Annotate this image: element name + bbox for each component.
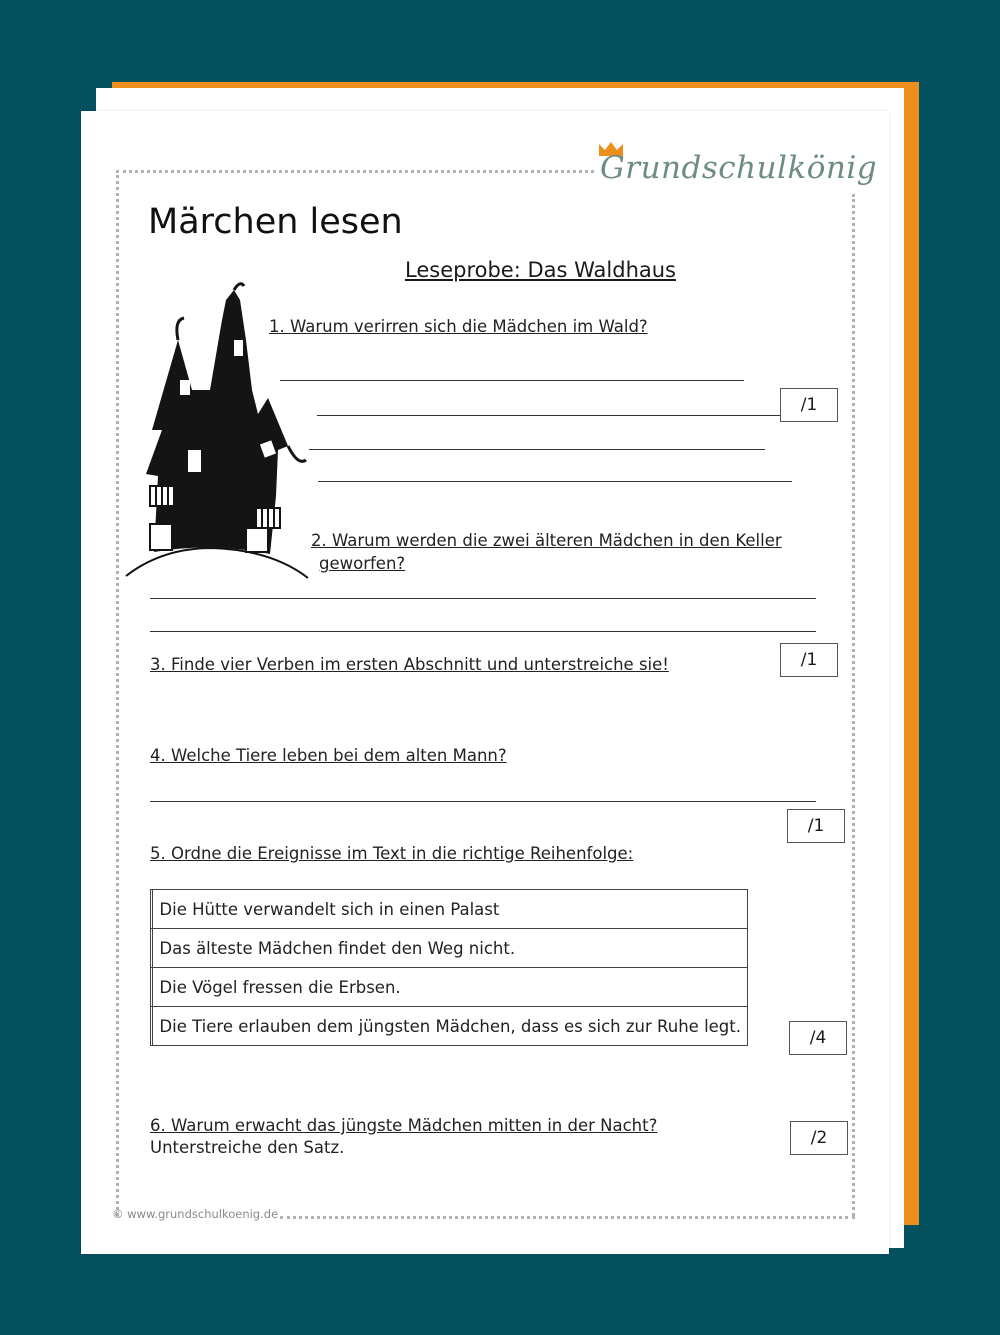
answer-line-1a[interactable] bbox=[280, 380, 744, 381]
dotted-border-top bbox=[116, 170, 594, 173]
answer-line-1c[interactable] bbox=[309, 449, 765, 450]
event-text: Die Hütte verwandelt sich in einen Palast bbox=[153, 890, 748, 929]
event-text: Die Tiere erlauben dem jüngsten Mädchen, dass es sich zur Ruhe legt. bbox=[153, 1007, 748, 1046]
table-row bbox=[151, 929, 748, 968]
dotted-border-bottom bbox=[280, 1216, 855, 1219]
score-box-5: /4 bbox=[789, 1021, 847, 1055]
question-5: 5. Ordne die Ereignisse im Text in die richtige Reihenfolge: bbox=[150, 844, 634, 863]
question-6-instruction: Unterstreiche den Satz. bbox=[150, 1138, 345, 1157]
question-6: 6. Warum erwacht das jüngste Mädchen mitten in der Nacht? bbox=[150, 1116, 658, 1135]
dotted-border-right bbox=[852, 194, 855, 1216]
table-row bbox=[151, 890, 748, 929]
score-box-6: /2 bbox=[790, 1121, 848, 1155]
dotted-border-left bbox=[116, 170, 119, 1216]
page-title: Märchen lesen bbox=[148, 202, 403, 242]
score-box-3: /1 bbox=[780, 643, 838, 677]
question-4: 4. Welche Tiere leben bei dem alten Mann? bbox=[150, 746, 507, 765]
footer-copyright: © www.grundschulkoenig.de bbox=[112, 1207, 279, 1221]
event-text: Das älteste Mädchen findet den Weg nicht. bbox=[153, 929, 748, 968]
question-3: 3. Finde vier Verben im ersten Abschnitt und unterstreiche sie! bbox=[150, 655, 669, 674]
question-1: 1. Warum verirren sich die Mädchen im Wald? bbox=[269, 317, 648, 336]
answer-line-2a[interactable] bbox=[150, 598, 816, 599]
score-box-1: /1 bbox=[780, 388, 838, 422]
table-row bbox=[151, 968, 748, 1007]
question-2: 2. Warum werden die zwei älteren Mädchen in den Keller bbox=[311, 531, 782, 550]
page-subtitle: Leseprobe: Das Waldhaus bbox=[405, 258, 677, 282]
answer-line-2b[interactable] bbox=[150, 631, 816, 632]
answer-line-4[interactable] bbox=[150, 801, 816, 802]
answer-line-1d[interactable] bbox=[318, 481, 792, 482]
events-table bbox=[150, 889, 748, 1046]
table-row bbox=[151, 1007, 748, 1046]
question-2-continued: geworfen? bbox=[319, 554, 406, 573]
event-text: Die Vögel fressen die Erbsen. bbox=[153, 968, 748, 1007]
answer-line-1b[interactable] bbox=[317, 415, 780, 416]
brand-logo: Grundschulkönig bbox=[600, 150, 878, 186]
score-box-4: /1 bbox=[787, 809, 845, 843]
